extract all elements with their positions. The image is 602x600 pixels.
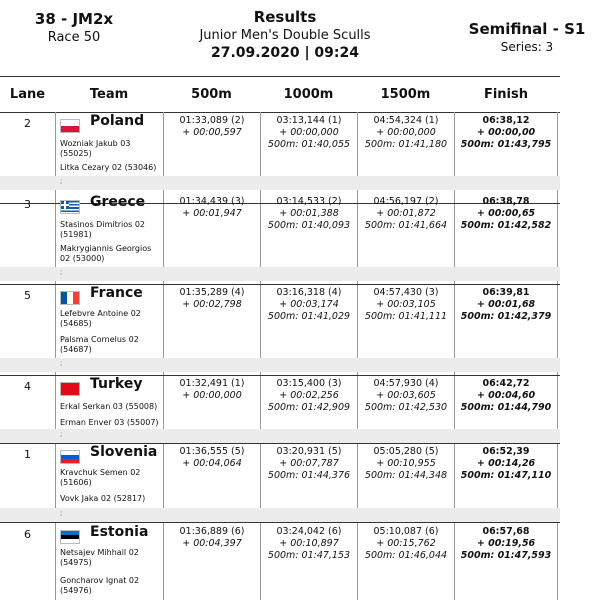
split-diff: + 00:03,105 <box>376 299 436 310</box>
lane-number: 6 <box>24 528 31 541</box>
race-number: Race 50 <box>47 30 101 45</box>
split-diff: + 00:00,000 <box>182 390 242 401</box>
split-pace: 500m: 01:40,055 <box>267 139 351 150</box>
split-1500m <box>358 446 454 482</box>
lane-number: 1 <box>24 448 31 461</box>
split-time: 03:24,042 (6) <box>276 526 342 537</box>
finish-result <box>456 287 556 323</box>
split-diff: + 00:04,064 <box>182 458 242 469</box>
split-1000m <box>261 526 357 562</box>
col-500m: 500m <box>191 87 232 102</box>
finish-pace: 500m: 01:43,795 <box>460 139 552 150</box>
split-1000m <box>261 446 357 482</box>
split-1500m <box>358 196 454 232</box>
split-diff: + 00:03,605 <box>376 390 436 401</box>
split-1000m <box>261 378 357 414</box>
country-name: Greece <box>90 194 146 210</box>
finish-time: 06:42,72 <box>482 378 530 389</box>
finish-diff: + 00:04,60 <box>476 390 536 401</box>
finish-time: 06:38,78 <box>482 196 530 207</box>
finish-diff: + 00:19,56 <box>476 538 536 549</box>
finish-diff: + 00:00,65 <box>476 208 536 219</box>
finish-time: 06:57,68 <box>482 526 530 537</box>
series-label: Series: 3 <box>500 40 554 54</box>
crew-member: Kravchuk Semen 02 (51606) <box>60 468 141 487</box>
row-divider <box>0 522 560 523</box>
table-row <box>0 376 560 442</box>
title-block <box>170 8 400 61</box>
col-team: Team <box>89 87 129 102</box>
split-pace: 500m: 01:44,376 <box>267 470 351 481</box>
split-time: 01:33,089 (2) <box>179 115 245 126</box>
flag-turkey-icon <box>60 382 80 396</box>
event-name: Junior Men's Double Sculls <box>199 28 371 43</box>
row-note-band <box>0 267 560 281</box>
split-diff: + 00:15,762 <box>376 538 436 549</box>
crew-member: Erman Enver 03 (55007) <box>60 418 159 427</box>
header-divider <box>0 76 560 77</box>
lane-number: 3 <box>24 198 31 211</box>
split-pace: 500m: 01:42,530 <box>364 402 448 413</box>
split-1500m <box>358 115 454 151</box>
split-diff: + 00:01,388 <box>279 208 339 219</box>
flag-estonia-icon <box>60 530 80 544</box>
finish-result <box>456 115 556 151</box>
split-time: 03:13,144 (1) <box>276 115 342 126</box>
finish-diff: + 00:00,00 <box>476 127 536 138</box>
col-lane: Lane <box>9 87 46 102</box>
split-time: 01:35,289 (4) <box>179 287 245 298</box>
row-note-band <box>0 429 560 443</box>
split-diff: + 00:02,256 <box>279 390 339 401</box>
split-pace: 500m: 01:47,153 <box>267 550 351 561</box>
finish-pace: 500m: 01:47,110 <box>460 470 552 481</box>
flag-slovenia-icon <box>60 450 80 464</box>
split-pace: 500m: 01:46,044 <box>364 550 448 561</box>
split-time: 03:14,533 (2) <box>276 196 342 207</box>
country-name: Estonia <box>90 524 149 540</box>
split-time: 04:57,430 (3) <box>373 287 439 298</box>
country-name: Poland <box>90 113 145 129</box>
finish-pace: 500m: 01:47,593 <box>460 550 552 561</box>
phase-label: Semifinal - S1 <box>468 20 586 38</box>
split-pace: 500m: 01:42,909 <box>267 402 351 413</box>
split-diff: + 00:01,872 <box>376 208 436 219</box>
row-note: ; <box>60 177 63 185</box>
split-diff: + 00:00,000 <box>279 127 339 138</box>
flag-poland-icon <box>60 119 80 133</box>
split-500m <box>164 287 260 311</box>
split-500m <box>164 378 260 402</box>
finish-result <box>456 526 556 562</box>
finish-time: 06:52,39 <box>482 446 530 457</box>
flag-greece-icon <box>60 200 80 214</box>
split-1500m <box>358 287 454 323</box>
split-time: 01:36,555 (5) <box>179 446 245 457</box>
crew-member: Goncharov Ignat 02 (54976) <box>60 576 140 595</box>
finish-result <box>456 378 556 414</box>
split-diff: + 00:00,000 <box>376 127 436 138</box>
split-time: 04:57,930 (4) <box>373 378 439 389</box>
finish-time: 06:38,12 <box>482 115 530 126</box>
split-time: 05:05,280 (5) <box>373 446 439 457</box>
col-1500m: 1500m <box>380 87 431 102</box>
split-time: 01:34,439 (3) <box>179 196 245 207</box>
split-diff: + 00:10,897 <box>279 538 339 549</box>
split-time: 01:36,889 (6) <box>179 526 245 537</box>
split-pace: 500m: 01:41,664 <box>364 220 448 231</box>
split-diff: + 00:04,397 <box>182 538 242 549</box>
split-time: 04:54,324 (1) <box>373 115 439 126</box>
row-note: ; <box>60 509 63 517</box>
split-time: 03:15,400 (3) <box>276 378 342 389</box>
split-1000m <box>261 115 357 151</box>
finish-pace: 500m: 01:44,790 <box>460 402 552 413</box>
crew-member: Netsajev Mihhail 02 (54975) <box>60 548 139 567</box>
split-500m <box>164 115 260 139</box>
split-diff: + 00:07,787 <box>279 458 339 469</box>
split-pace: 500m: 01:41,111 <box>364 311 448 322</box>
finish-diff: + 00:14,26 <box>476 458 536 469</box>
event-datetime: 27.09.2020 | 09:24 <box>211 45 359 61</box>
row-note: ; <box>60 359 63 367</box>
country-name: Slovenia <box>90 444 158 460</box>
finish-time: 06:39,81 <box>482 287 530 298</box>
split-500m <box>164 196 260 220</box>
country-name: France <box>90 285 143 301</box>
split-diff: + 00:03,174 <box>279 299 339 310</box>
split-time: 03:16,318 (4) <box>276 287 342 298</box>
split-time: 04:56,197 (2) <box>373 196 439 207</box>
finish-result <box>456 446 556 482</box>
crew-member: Makrygiannis Georgios 02 (53000) <box>60 244 152 263</box>
split-1000m <box>261 196 357 232</box>
flag-france-icon <box>60 291 80 305</box>
finish-pace: 500m: 01:42,379 <box>460 311 552 322</box>
split-time: 05:10,087 (6) <box>373 526 439 537</box>
crew-member: Palsma Cornelus 02 (54687) <box>60 335 139 354</box>
finish-diff: + 00:01,68 <box>476 299 536 310</box>
split-1500m <box>358 526 454 562</box>
column-headers <box>0 78 560 112</box>
lane-number: 2 <box>24 117 31 130</box>
phase-info <box>452 20 602 54</box>
lane-number: 5 <box>24 289 31 302</box>
crew-member: Litka Cezary 02 (53046) <box>60 163 157 172</box>
finish-result <box>456 196 556 232</box>
split-diff: + 00:00,597 <box>182 127 242 138</box>
table-row <box>0 285 560 375</box>
finish-pace: 500m: 01:42,582 <box>460 220 552 231</box>
row-note-band <box>0 176 560 190</box>
split-diff: + 00:01,947 <box>182 208 242 219</box>
country-name: Turkey <box>90 376 143 392</box>
row-note-band <box>0 508 560 522</box>
split-pace: 500m: 01:41,029 <box>267 311 351 322</box>
split-diff: + 00:02,798 <box>182 299 242 310</box>
split-500m <box>164 526 260 550</box>
table-row <box>0 113 560 203</box>
crew-member: Vovk Jaka 02 (52817) <box>60 494 146 503</box>
lane-number: 4 <box>24 380 31 393</box>
split-time: 01:32,491 (1) <box>179 378 245 389</box>
split-500m <box>164 446 260 470</box>
split-time: 03:20,931 (5) <box>276 446 342 457</box>
crew-member: Wozniak Jakub 03 (55025) <box>60 139 131 158</box>
split-1500m <box>358 378 454 414</box>
table-row <box>0 194 560 284</box>
split-diff: + 00:10,955 <box>376 458 436 469</box>
row-note-band <box>0 358 560 372</box>
split-pace: 500m: 01:41,180 <box>364 139 448 150</box>
event-code: 38 - JM2x <box>34 10 114 28</box>
table-row <box>0 444 560 520</box>
split-1000m <box>261 287 357 323</box>
col-finish: Finish <box>483 87 529 102</box>
crew-member: Erkal Serkan 03 (55008) <box>60 402 158 411</box>
crew-member: Lefebvre Antoine 02 (54685) <box>60 309 141 328</box>
page-title: Results <box>253 8 317 26</box>
results-header <box>0 0 586 76</box>
row-note: ; <box>60 268 63 276</box>
split-pace: 500m: 01:44,348 <box>364 470 448 481</box>
row-note: ; <box>60 430 63 438</box>
crew-member: Stasinos Dimitrios 02 (51981) <box>60 220 146 239</box>
col-1000m: 1000m <box>283 87 334 102</box>
event-info <box>14 10 134 45</box>
table-row <box>0 524 560 600</box>
split-pace: 500m: 01:40,093 <box>267 220 351 231</box>
